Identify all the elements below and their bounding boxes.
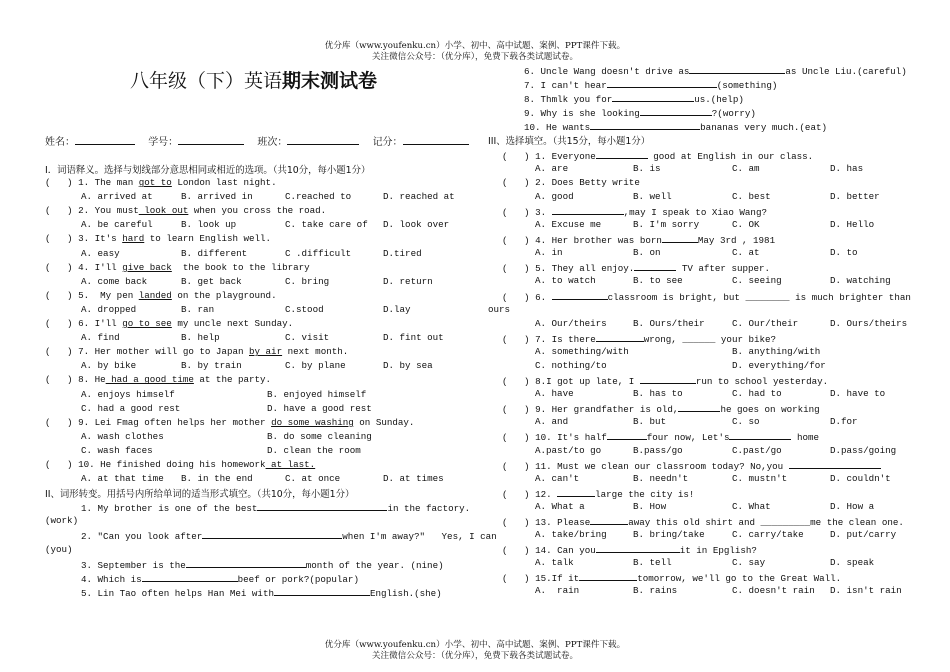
question-row (45, 345, 475, 359)
class-label: 班次： (257, 137, 288, 148)
options-row (488, 218, 918, 232)
option-c: C. am (732, 162, 760, 174)
sentence-start: 4. Which is (81, 573, 142, 585)
question-prefix: ( ) 8. He (45, 374, 106, 386)
score-field[interactable] (403, 134, 469, 145)
sentence-start: 1. My brother is one of the best (81, 503, 258, 515)
options-row (488, 387, 918, 401)
question-row (488, 232, 918, 246)
option-a: A. easy (81, 247, 120, 259)
option-c: C. had to (732, 388, 782, 400)
right-column (488, 63, 918, 599)
question-prefix: ( ) 12. (502, 488, 558, 500)
options-row (488, 415, 918, 429)
option-b: B. rains (633, 585, 678, 597)
fill-row (488, 63, 918, 77)
answer-blank[interactable] (678, 401, 720, 412)
option-d: D. Ours/theirs (830, 317, 908, 329)
page-header (0, 41, 950, 63)
option-b: B. to see (633, 275, 683, 287)
answer-blank[interactable] (596, 542, 680, 553)
word-hint: (work) (45, 515, 79, 527)
option-d: D. by sea (383, 360, 433, 372)
question-suffix: my uncle next Sunday. (171, 318, 294, 330)
question-end: home (791, 432, 820, 444)
student-info-row (45, 133, 469, 148)
option-b: B. How (633, 500, 667, 512)
question-suffix: on the playground. (171, 289, 277, 301)
option-a: A. to watch (535, 275, 596, 287)
option-d: D. reached at (383, 191, 455, 203)
answer-blank[interactable] (662, 232, 698, 243)
option-c: C. best (732, 190, 771, 202)
score-label: 记分： (372, 137, 403, 148)
option-c: C. take care of (285, 219, 368, 231)
options-row (488, 317, 918, 331)
fill-row (45, 557, 475, 571)
options-row (45, 247, 475, 261)
option-d: D. better (830, 190, 880, 202)
sentence-end: in the factory. (387, 503, 471, 515)
option-a: A. be careful (81, 219, 153, 231)
answer-blank[interactable] (607, 77, 717, 88)
option-d: D. Hello (830, 219, 875, 231)
question-row (45, 416, 475, 430)
options-row (488, 345, 918, 359)
options-row (45, 331, 475, 345)
options-row (45, 472, 475, 486)
answer-blank[interactable] (596, 331, 644, 342)
option-a: A. take/bring (535, 529, 607, 541)
question-row (45, 204, 475, 218)
question-prefix: ( ) 5. They all enjoy. (502, 263, 635, 275)
option-b: B. arrived in (181, 191, 253, 203)
question-row (488, 429, 918, 443)
fill-row (488, 105, 918, 119)
question-prefix: ( ) 6. I'll (45, 318, 123, 330)
option-d: D. to (830, 247, 858, 259)
question-row (488, 331, 918, 345)
fill-row (45, 571, 475, 585)
question-prefix: ( ) 4. I'll (45, 261, 123, 273)
option-c: C. had a good rest (81, 402, 181, 414)
answer-blank[interactable] (186, 557, 306, 568)
option-c: C. seeing (732, 275, 782, 287)
option-b: B. enjoyed himself (267, 388, 367, 400)
option-a: A.past/to go (535, 444, 602, 456)
option-c: C. doesn't rain (732, 585, 815, 597)
option-a: A. talk (535, 557, 574, 569)
option-d: D. speak (830, 557, 875, 569)
option-c: C.reached to (285, 191, 352, 203)
sentence-end: ?(worry) (711, 108, 756, 120)
option-d: D.lay (383, 303, 411, 315)
option-a: A. something/with (535, 345, 629, 357)
option-a: A. arrived at (81, 191, 153, 203)
option-b: B. in the end (181, 473, 253, 485)
option-a: A. at that time (81, 473, 164, 485)
option-d: D. return (383, 275, 433, 287)
fill-row (488, 119, 918, 133)
answer-blank[interactable] (634, 260, 676, 271)
answer-blank[interactable] (552, 289, 608, 300)
options-row (45, 402, 475, 416)
underlined-phrase: by air (249, 346, 283, 358)
answer-blank[interactable] (729, 429, 791, 440)
answer-blank[interactable] (833, 458, 881, 469)
question-prefix: ( ) 15.If it (502, 573, 580, 585)
option-a: A. good (535, 190, 574, 202)
option-c: C. What (732, 500, 771, 512)
sentence-end: beef or pork?(popular) (237, 573, 359, 585)
question-prefix: ( ) 7. Is there (502, 333, 596, 345)
option-a: A. rain (535, 585, 580, 597)
question-suffix: at the party. (193, 374, 272, 386)
underlined-phrase: go to see (122, 318, 172, 330)
question-row (45, 176, 475, 190)
question-row (488, 458, 918, 472)
question-suffix: when you cross the road. (188, 205, 327, 217)
option-a: A. dropped (81, 303, 137, 315)
question-prefix: ( ) 10. He finished doing his homework (45, 458, 266, 470)
question-suffix: tomorrow, we'll go to the Great Wall. (637, 573, 842, 585)
option-b: B. Ours/their (633, 317, 705, 329)
question-suffix: four now, Let's (646, 432, 730, 444)
option-b: B. is (633, 162, 661, 174)
underlined-phrase: look out (138, 205, 189, 217)
question-suffix: classroom is bright, but ________ is much brighter than (607, 291, 911, 303)
question-row (488, 204, 918, 218)
left-column (45, 162, 497, 599)
option-d: D.tired (383, 247, 422, 259)
question-prefix: ( ) 3. It's (45, 233, 123, 245)
fill-row (488, 77, 918, 91)
option-c: C. Our/their (732, 317, 799, 329)
page-footer (0, 640, 950, 662)
question-row (45, 458, 475, 472)
option-b: B. tell (633, 557, 672, 569)
answer-blank[interactable] (689, 63, 785, 74)
answer-blank[interactable] (590, 119, 700, 130)
option-b: B. on (633, 247, 661, 259)
option-c: C. visit (285, 332, 330, 344)
answer-blank[interactable] (640, 105, 712, 116)
sentence-end: when I'm away?" Yes, I can (342, 531, 497, 543)
option-c: C. bring (285, 275, 330, 287)
option-b: B. get back (181, 275, 242, 287)
question-suffix: good at English in our class. (647, 150, 814, 162)
fill-row (45, 585, 475, 599)
option-a: A. and (535, 416, 569, 428)
option-c: C.stood (285, 303, 324, 315)
sentence-start: 6. Uncle Wang doesn't drive as (524, 66, 690, 77)
fill-row (45, 500, 475, 514)
sentence-end: English.(she) (369, 587, 442, 599)
question-suffix: May 3rd , 1981 (697, 235, 776, 247)
option-b: B. look up (181, 219, 237, 231)
option-b: B. but (633, 416, 667, 428)
option-a: A. Excuse me (535, 219, 602, 231)
options-row (45, 303, 475, 317)
question-prefix: ( ) 9. Lei Fmag often helps her mother (45, 416, 272, 428)
question-row (488, 289, 918, 303)
option-c: C. at once (285, 473, 341, 485)
options-row (488, 472, 918, 486)
question-row (488, 260, 918, 274)
question-prefix: ( ) 3. (502, 206, 552, 218)
underlined-phrase: hard (122, 233, 145, 245)
options-row (45, 430, 475, 444)
underlined-phrase: give back (122, 261, 172, 273)
name-field[interactable] (75, 134, 135, 145)
answer-blank[interactable] (640, 373, 696, 384)
question-row (488, 514, 918, 528)
option-c: C. so (732, 416, 760, 428)
option-a: A. are (535, 162, 569, 174)
question-suffix: he goes on working (720, 404, 820, 416)
question-suffix: London last night. (171, 177, 277, 189)
options-row (45, 388, 475, 402)
option-a: A. wash clothes (81, 430, 164, 442)
name-label: 姓名： (45, 137, 75, 148)
option-d: D. clean the room (267, 444, 361, 456)
underlined-phrase: had a good time (105, 374, 194, 386)
options-row (45, 275, 475, 289)
options-row (45, 218, 475, 232)
underlined-phrase: got to (138, 177, 172, 189)
fill-row (488, 91, 918, 105)
sentence-start: 3. September is the (81, 559, 186, 571)
option-a: A. have (535, 388, 574, 400)
option-d: D. look over (383, 219, 450, 231)
sentence-end: bananas very much.(eat) (700, 122, 827, 134)
question-suffix: large the city is! (595, 488, 695, 500)
answer-blank[interactable] (590, 514, 628, 525)
option-b: B. help (181, 332, 220, 344)
option-b: B. do some cleaning (267, 430, 372, 442)
option-c: C. by plane (285, 360, 346, 372)
fill-row-wrap (45, 543, 475, 557)
question-suffix: run to school yesterday. (695, 376, 829, 388)
sentence-start: 9. Why is she looking (524, 108, 640, 120)
question-prefix: ( ) 4. Her brother was born (502, 235, 662, 247)
sentence-start: 2. "Can you look after (81, 531, 203, 543)
answer-blank[interactable] (789, 458, 833, 469)
option-d: D. isn't rain (830, 585, 902, 597)
option-a: A. by bike (81, 360, 137, 372)
section-1-heading (45, 162, 475, 176)
option-b: B. ran (181, 303, 215, 315)
answer-blank[interactable] (607, 429, 647, 440)
options-row (488, 190, 918, 204)
header-line-2: 关注微信公众号：（优分库），免费下载各类试题试卷。 (371, 52, 579, 62)
option-b: B. well (633, 190, 672, 202)
option-d: D.pass/going (830, 444, 897, 456)
class-field[interactable] (287, 134, 359, 145)
question-row (488, 542, 918, 556)
options-row (45, 190, 475, 204)
number-field[interactable] (178, 134, 244, 145)
question-row (45, 373, 475, 387)
option-d: D. has (830, 162, 864, 174)
answer-blank[interactable] (202, 528, 342, 539)
question-prefix: ( ) 7. Her mother will go to Japan (45, 346, 249, 358)
sentence-end: (something) (716, 80, 778, 92)
question-prefix: ( ) 11. Must we clean our classroom today? No,you (502, 460, 789, 472)
options-row (488, 162, 918, 176)
footer-line-2: 关注微信公众号：（优分库），免费下载各类试题试卷。 (371, 651, 579, 661)
question-suffix: to learn English well. (144, 233, 272, 245)
word-hint: (you) (45, 543, 73, 555)
options-row (488, 528, 918, 542)
sentence-end: month of the year. (nine) (305, 559, 444, 571)
exam-title (130, 66, 377, 93)
option-b: B. needn't (633, 472, 689, 484)
option-d: D. put/carry (830, 529, 897, 541)
option-a: A. enjoys himself (81, 388, 175, 400)
question-suffix: TV after supper. (676, 263, 771, 275)
option-d: D.for (830, 416, 858, 428)
options-row (488, 500, 918, 514)
options-row (45, 444, 475, 458)
question-prefix: ( ) 1. Everyone (502, 150, 596, 162)
options-row (488, 359, 918, 373)
question-row (45, 289, 475, 303)
question-suffix: next month. (282, 346, 349, 358)
options-row (45, 359, 475, 373)
question-prefix: ( ) 6. (502, 291, 552, 303)
sentence-end: us.(help) (694, 94, 744, 106)
number-label: 学号： (148, 137, 179, 148)
question-row (45, 232, 475, 246)
options-row (488, 444, 918, 458)
option-d: D. at times (383, 473, 444, 485)
question-row (488, 148, 918, 162)
options-row (488, 274, 918, 288)
option-d: D. fint out (383, 332, 444, 344)
option-c: C. say (732, 557, 766, 569)
question-prefix: ( ) 10. It's half (502, 432, 607, 444)
question-row (45, 261, 475, 275)
section-heading-text: II、词形转变。用括号内所给单词的适当形式填空。（共10分，每小题1分） (45, 489, 355, 501)
fill-row-wrap (45, 514, 475, 528)
answer-blank[interactable] (596, 148, 648, 159)
section-heading-text: III、选择填空。（共15分，每小题1分） (488, 136, 651, 148)
option-b: B. by train (181, 360, 242, 372)
option-c: C. mustn't (732, 472, 788, 484)
question-prefix: ( ) 2. You must (45, 205, 139, 217)
question-suffix: on Sunday. (353, 416, 415, 428)
option-c: C .difficult (285, 247, 352, 259)
question-row (488, 486, 918, 500)
question-row (488, 176, 918, 190)
option-c: C. carry/take (732, 529, 804, 541)
question-row (488, 373, 918, 387)
option-a: A. in (535, 247, 563, 259)
question-suffix: ,may I speak to Xiao Wang? (623, 206, 767, 218)
answer-blank[interactable] (557, 486, 595, 497)
sentence-start: 8. Thmlk you for (524, 94, 613, 106)
question-row (45, 317, 475, 331)
option-c: C. at (732, 247, 760, 259)
underlined-phrase: landed (138, 289, 172, 301)
option-b: B. has to (633, 388, 683, 400)
question-prefix: ( ) 5. My pen (45, 289, 139, 301)
option-c: C.past/go (732, 444, 782, 456)
option-a: A. find (81, 332, 120, 344)
answer-blank[interactable] (552, 204, 624, 215)
question-suffix: away this old shirt and _________me the clean one. (628, 517, 904, 528)
question-suffix: it in Epglish? (679, 545, 757, 557)
wrapped-word: ours (488, 303, 511, 315)
option-a: A. Our/theirs (535, 317, 607, 329)
option-d: D. couldn't (830, 472, 891, 484)
fill-row (45, 528, 497, 543)
option-d: D. watching (830, 275, 891, 287)
option-a: A. come back (81, 275, 148, 287)
question-row (488, 570, 918, 584)
title-bold: 期末测试卷 (282, 70, 378, 92)
options-row (488, 556, 918, 570)
options-row (488, 246, 918, 260)
underlined-phrase: do some washing (271, 416, 354, 428)
option-c: C. OK (732, 219, 760, 231)
sentence-start: 5. Lin Tao often helps Han Mei with (81, 587, 274, 599)
option-b: B. bring/take (633, 529, 705, 541)
option-a: A. What a (535, 500, 585, 512)
answer-blank[interactable] (142, 571, 238, 582)
question-prefix: ( ) 1. The man (45, 177, 139, 189)
sentence-start: 7. I can't hear (524, 80, 607, 92)
question-prefix: ( ) 13. Please (502, 517, 591, 528)
question-suffix: wrong, ______ your bike? (643, 333, 777, 345)
option-d: D. everything/for (732, 359, 826, 371)
sentence-start: 10. He wants (524, 122, 591, 134)
footer-line-1: 优分库（www.youfenku.cn）小学、初中、高中试题、案例、PPT课件下载。 (324, 640, 626, 650)
question-row (488, 401, 918, 415)
header-line-1: 优分库（www.youfenku.cn）小学、初中、高中试题、案例、PPT课件下载。 (324, 41, 626, 51)
answer-blank[interactable] (257, 500, 387, 511)
option-d: D. have to (830, 388, 886, 400)
answer-blank[interactable] (612, 91, 694, 102)
option-b: B. I'm sorry (633, 219, 700, 231)
underlined-phrase: at last. (265, 458, 316, 470)
option-c: C. nothing/to (535, 359, 607, 371)
option-a: A. can't (535, 472, 580, 484)
title-normal: 八年级（下）英语 (130, 70, 283, 92)
question-prefix: ( ) 9. Her grandfather is old, (502, 404, 679, 416)
option-d: D. have a good rest (267, 402, 372, 414)
sentence-end: as Uncle Liu.(careful) (785, 66, 907, 77)
option-b: B. different (181, 247, 248, 259)
option-c: C. wash faces (81, 444, 153, 456)
option-b: B. anything/with (732, 345, 821, 357)
question-wrap (488, 303, 918, 317)
question-prefix: ( ) 8.I got up late, I (502, 376, 640, 388)
answer-blank[interactable] (274, 585, 370, 596)
question-suffix: the book to the library (171, 261, 310, 273)
section-heading-text: I．词语释义。选择与划线部分意思相同或相近的选项。（共10分，每小题1分） (45, 165, 371, 176)
section-2-heading (45, 486, 475, 500)
question-prefix: ( ) 14. Can you (502, 545, 596, 557)
answer-blank[interactable] (579, 570, 637, 581)
section-3-heading (488, 133, 918, 147)
options-row (488, 584, 918, 598)
option-b: B.pass/go (633, 444, 683, 456)
option-d: D. How a (830, 500, 875, 512)
question-prefix: ( ) 2. Does Betty write (502, 176, 640, 188)
